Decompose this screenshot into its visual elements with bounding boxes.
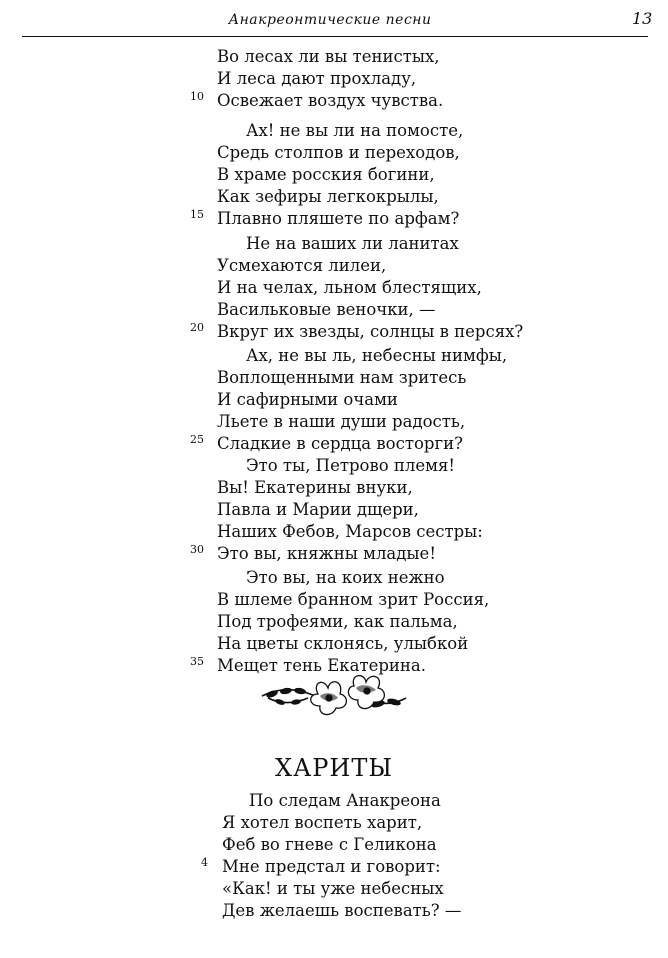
verse-line: И сафирными очами <box>217 390 398 409</box>
stanza <box>0 455 668 565</box>
verse-line: Павла и Марии дщери, <box>217 500 419 519</box>
verse-line: Ах, не вы ль, небесны нимфы, <box>246 346 508 365</box>
verse-line: Я хотел воспеть харит, <box>222 813 423 832</box>
line-number: 10 <box>190 90 204 103</box>
verse-line: Вы! Екатерины внуки, <box>217 478 413 497</box>
stanza <box>0 233 668 343</box>
verse-line: Как зефиры легкокрылы, <box>217 187 439 206</box>
line-number: 25 <box>190 433 204 446</box>
stanza <box>0 120 668 230</box>
page-number: 13 <box>632 9 653 28</box>
verse-line: Ах! не вы ли на помосте, <box>246 121 464 140</box>
line-number: 15 <box>190 208 204 221</box>
floral-vignette-icon <box>258 672 410 720</box>
verse-line: 15 Плавно пляшете по арфам? <box>0 208 668 230</box>
verse-line: Средь столпов и переходов, <box>217 143 460 162</box>
verse-line: Наших Фебов, Марсов сестры: <box>217 522 483 541</box>
verse-line: Дев желаешь воспевать? — <box>222 901 462 920</box>
stanza <box>0 790 668 922</box>
stanza <box>0 46 668 112</box>
stanza <box>0 345 668 455</box>
verse-line: В шлеме бранном зрит Россия, <box>217 590 490 609</box>
verse-line: На цветы склонясь, улыбкой <box>217 634 469 653</box>
line-number: 35 <box>190 655 204 668</box>
verse-line: 10 Освежает воздух чувства. <box>0 90 668 112</box>
verse-line: Льете в наши души радость, <box>217 412 466 431</box>
verse-line: 35 Мещет тень Екатерина. <box>0 655 668 677</box>
line-number: 30 <box>190 543 204 556</box>
running-title: Анакреонтические песни <box>228 12 432 28</box>
poem-title: ХАРИТЫ <box>275 754 393 782</box>
verse-line: Во лесах ли вы тенистых, <box>217 47 440 66</box>
stanza <box>0 567 668 677</box>
verse-line: И леса дают прохладу, <box>217 69 417 88</box>
verse-line: По следам Анакреона <box>249 791 441 810</box>
verse-line: Васильковые веночки, — <box>217 300 436 319</box>
verse-line: 4 Мне предстал и говорит: <box>0 856 668 878</box>
verse-line: 30 Это вы, княжны младые! <box>0 543 668 565</box>
header-rule <box>22 36 648 37</box>
verse-line: Под трофеями, как пальма, <box>217 612 458 631</box>
verse-line: В храме росския богини, <box>217 165 435 184</box>
verse-line: Усмехаются лилеи, <box>217 256 387 275</box>
verse-line: Феб во гневе с Геликона <box>222 835 437 854</box>
verse-line: 20 Вкруг их звезды, солнцы в персях? <box>0 321 668 343</box>
verse-line: Воплощенными нам зритесь <box>217 368 467 387</box>
verse-line: Не на ваших ли ланитах <box>246 234 459 253</box>
verse-line: И на челах, льном блестящих, <box>217 278 482 297</box>
verse-line: «Как! и ты уже небесных <box>222 879 444 898</box>
verse-line: 25 Сладкие в сердца восторги? <box>0 433 668 455</box>
verse-line: Это вы, на коих нежно <box>246 568 445 587</box>
line-number: 4 <box>201 856 208 869</box>
line-number: 20 <box>190 321 204 334</box>
verse-line: Это ты, Петрово племя! <box>246 456 456 475</box>
